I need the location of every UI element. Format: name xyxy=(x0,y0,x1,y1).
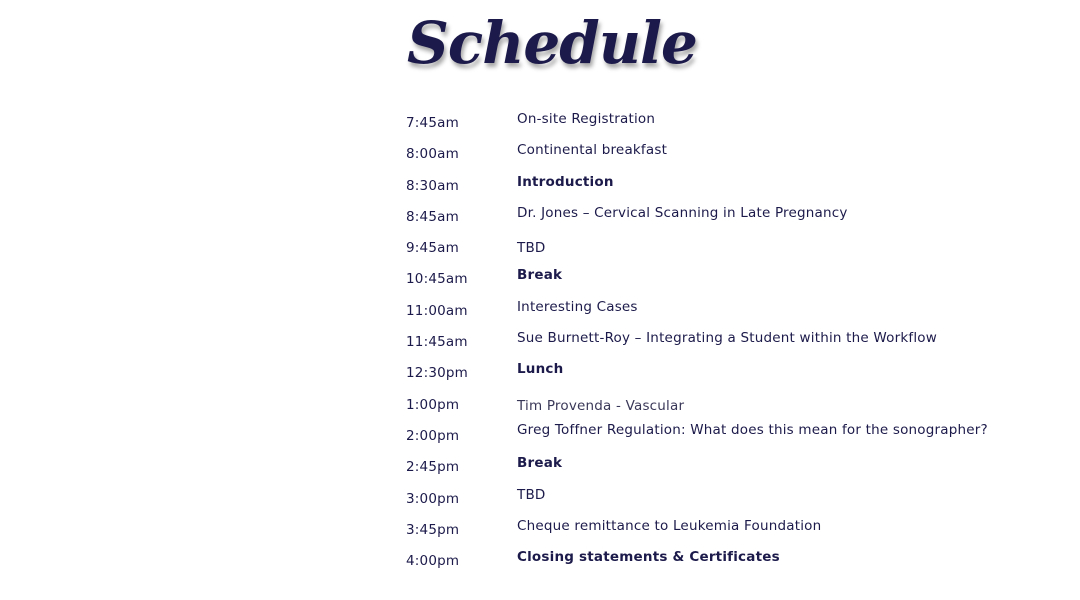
schedule-event: Break xyxy=(517,455,563,472)
schedule-row xyxy=(406,201,1046,232)
schedule-event: Introduction xyxy=(517,173,614,190)
schedule-time: 12:30pm xyxy=(406,365,469,382)
schedule-row xyxy=(406,357,1046,388)
schedule-event: Continental breakfast xyxy=(517,142,668,159)
schedule-event: On-site Registration xyxy=(517,111,656,127)
schedule-row xyxy=(406,295,1046,326)
schedule-time: 4:00pm xyxy=(406,553,460,570)
schedule-row xyxy=(406,451,1046,482)
schedule-time: 2:00pm xyxy=(406,427,460,444)
schedule-time: 10:45am xyxy=(406,271,468,288)
schedule-event: Cheque remittance to Leukemia Foundation xyxy=(517,517,822,534)
schedule-event: TBD xyxy=(517,240,546,257)
schedule-time: 3:45pm xyxy=(406,521,460,538)
schedule-time: 2:45pm xyxy=(406,459,460,476)
schedule-event: Interesting Cases xyxy=(517,298,638,315)
schedule-time: 11:45am xyxy=(406,334,468,351)
schedule-row xyxy=(406,263,1046,294)
schedule-time: 11:00am xyxy=(406,302,468,319)
schedule-row xyxy=(406,483,1046,514)
schedule-row xyxy=(406,326,1046,357)
schedule-event: Lunch xyxy=(517,361,564,378)
schedule-row xyxy=(406,232,1046,263)
schedule-time: 1:00pm xyxy=(406,396,460,413)
schedule-event: TBD xyxy=(517,486,546,503)
schedule-event: Dr. Jones – Cervical Scanning in Late Pregnancy xyxy=(517,204,848,221)
schedule-list xyxy=(406,107,1046,576)
schedule-time: 3:00pm xyxy=(406,490,460,507)
schedule-time: 8:45am xyxy=(406,208,459,225)
schedule-event: Break xyxy=(517,267,563,284)
schedule-time: 8:30am xyxy=(406,177,459,194)
schedule-row xyxy=(406,107,1046,138)
schedule-time: 8:00am xyxy=(406,146,459,163)
page-title: Schedule xyxy=(407,9,697,77)
schedule-row xyxy=(406,514,1046,545)
schedule-time: 7:45am xyxy=(406,115,459,131)
schedule-event: Tim Provenda - Vascular xyxy=(517,397,685,414)
schedule-event: Sue Burnett-Roy – Integrating a Student within the Workflow xyxy=(517,330,937,347)
schedule-time: 9:45am xyxy=(406,240,459,257)
schedule-row xyxy=(406,389,1046,420)
schedule-row xyxy=(406,170,1046,201)
schedule-event: Greg Toffner Regulation: What does this mean for the sonographer? xyxy=(517,421,988,438)
schedule-event: Closing statements & Certificates xyxy=(517,549,780,566)
schedule-row xyxy=(406,420,1046,451)
schedule-row xyxy=(406,545,1046,576)
schedule-row xyxy=(406,138,1046,169)
